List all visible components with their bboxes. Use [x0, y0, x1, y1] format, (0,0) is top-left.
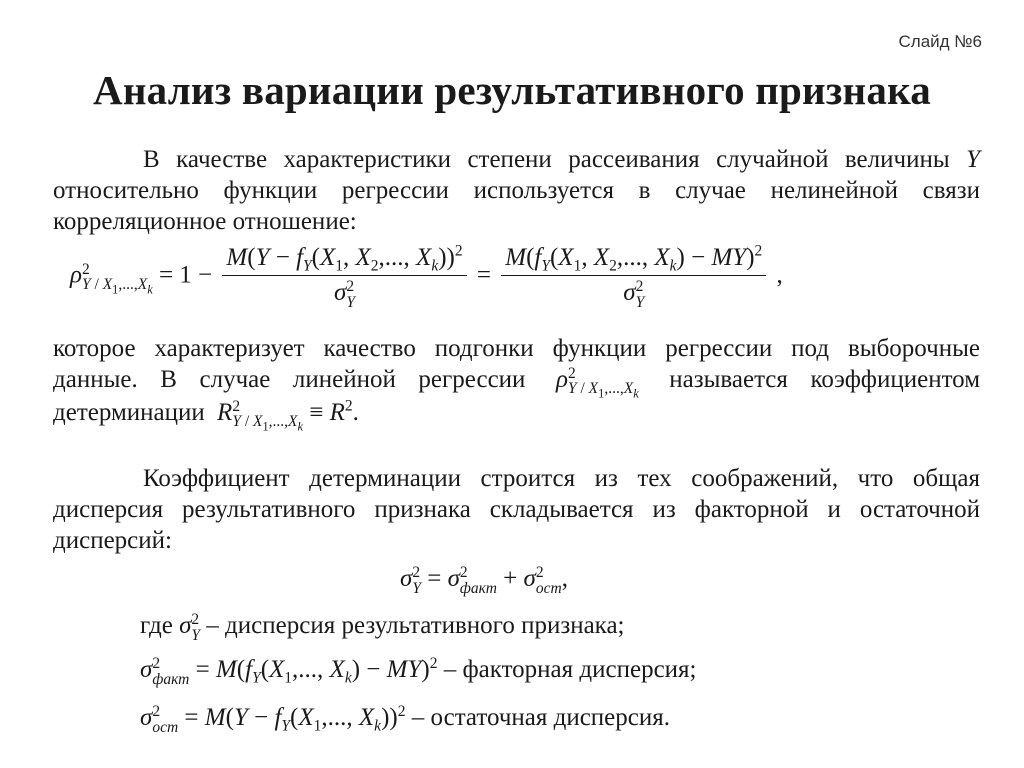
definition-residual-variance: σ 2 ост = $M(Y - f_Y(X_1$,..., $X_k))^2$ – остаточная дисперсия. — [140, 702, 671, 736]
definition-total-variance: где σ 2 Y – дисперсия результативного признака; — [140, 611, 625, 644]
label-ost: ост — [535, 579, 562, 597]
formula-fraction-2: $M(f_Y(X_1$, $X_2$,..., $X_k) - MY)^2$ σ 2 Y — [501, 244, 766, 310]
correlation-ratio-formula: ρ 2 Y / $X_1,...,X_k$ = 1 − $M(Y - f_Y(X_1$, $X_2$,..., $X_k))^2$ σ 2 Y = $M(f_Y(X_1$, $X_2$,..., $X_k) - MY)^2$ σ 2 Y , — [70, 242, 783, 311]
paragraph-interpretation — [53, 333, 981, 434]
formula-fraction-1: $M(Y - f_Y(X_1$, $X_2$,..., $X_k))^2$ σ 2 Y — [222, 244, 466, 310]
rho-inline: ρ 2 Y / $X_1,...,X_k$ — [555, 364, 639, 401]
def2-text: – факторная дисперсия; — [443, 656, 697, 684]
variable-y: Y — [966, 146, 980, 173]
intro-text-b: относительно функции регрессии используется в случае нелинейной связи корреляционное отношение: — [53, 177, 980, 235]
interp-text-c: . — [352, 398, 359, 426]
paragraph-decomposition — [53, 463, 980, 556]
def3-text: – остаточная дисперсия. — [411, 704, 671, 732]
intro-text-a: В качестве характеристики степени рассеивания случайной величины — [143, 146, 950, 173]
decomposition-text: Коэффициент детерминации строится из тех соображений, что общая дисперсия результативного признака складывается из факторной и остаточной дисперсий: — [53, 465, 980, 554]
interp-text-b: называется коэффициентом детерминации — [53, 366, 981, 426]
slide-number: Слайд №6 — [898, 32, 982, 51]
def1-text: – дисперсия результативного признака; — [206, 612, 625, 640]
variance-decomposition-formula: σ 2 Y = σ 2 факт + σ 2 ост , — [400, 564, 568, 597]
label-fakt: факт — [459, 579, 497, 597]
slide-title: Анализ вариации результативного признака — [93, 67, 931, 113]
interp-text-a: которое характеризует качество подгонки функции регрессии под выборочные данные. В случае линейной регрессии — [53, 335, 980, 393]
where-word: где — [140, 612, 173, 640]
r-squared-inline: R 2 Y / $X_1,...,X_k$ ≡ $R^2$ — [217, 397, 353, 434]
paragraph-intro — [53, 144, 980, 237]
definition-factor-variance: σ 2 факт = $M(f_Y(X_1$,..., $X_k) - MY)^2$ – факторная дисперсия; — [140, 654, 697, 688]
